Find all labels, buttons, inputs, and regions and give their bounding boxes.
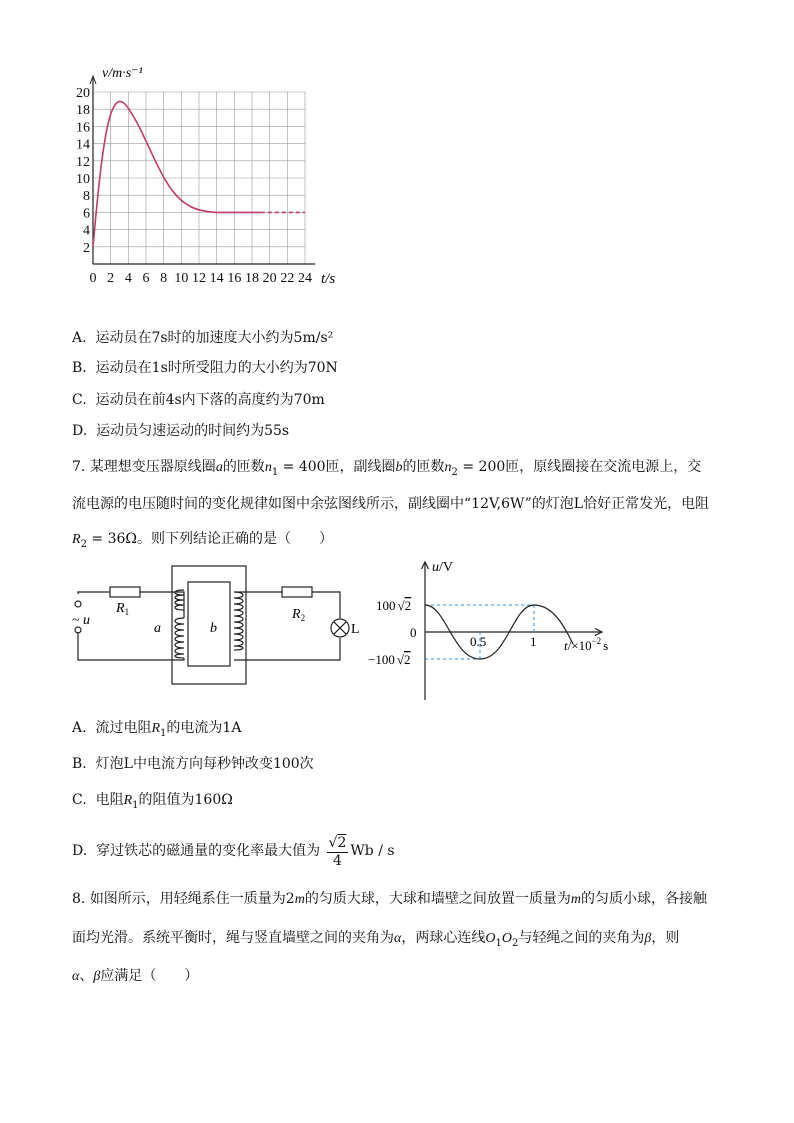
tick-label-1: 1 [530, 634, 537, 649]
fraction: $\frac{√2}{4}$ [328, 834, 347, 869]
secondary-wire [234, 592, 340, 660]
origin-label: 0 [410, 625, 417, 640]
source-label-u: u [83, 613, 90, 628]
x-tick-label: 14 [209, 271, 224, 286]
resistor-r1 [110, 587, 140, 597]
u-axis-label: u/V [432, 560, 453, 575]
peak-label: 100 √2 [376, 598, 412, 613]
x-tick-label: 6 [142, 271, 150, 286]
primary-coil [175, 590, 184, 658]
neg-peak-label: −100 √2 [368, 652, 411, 667]
x-tick-label: 12 [192, 271, 206, 286]
q6-option-c: C. 运动员在前4s内下落的高度约为70m [72, 392, 325, 408]
y-tick-label: 14 [76, 137, 90, 153]
y-tick-label: 12 [76, 154, 90, 170]
r1-label: $R_1$ [116, 601, 130, 617]
tick-label-0-5: 0.5 [470, 634, 487, 649]
q7-stem-line2: 流电源的电压随时间的变化规律如图中余弦图线所示，副线圈中“12V,6W”的灯泡L恰好正常发光，电阻 [72, 496, 710, 512]
graph-x-axis-label: t/s [321, 271, 336, 287]
graph-axes [90, 76, 315, 264]
y-tick-label: 8 [83, 189, 90, 205]
q7-stem-line3: $R_2 = 36\Omega$。则下列结论正确的是（ ） [72, 531, 333, 550]
resistor-r2 [282, 587, 312, 597]
q7-option-d: D. 穿过铁芯的磁通量的变化率最大值为 $\frac{√2}{4}$ Wb / s [72, 834, 395, 869]
y-tick-label: 16 [76, 120, 90, 136]
lamp-label: L [351, 622, 360, 637]
source-symbol: ~ [72, 613, 80, 628]
x-tick-label: 20 [262, 271, 277, 286]
q6-option-d: D. 运动员匀速运动的时间约为55s [72, 423, 290, 439]
x-tick-label: 0 [89, 271, 97, 286]
x-tick-label: 18 [245, 271, 259, 286]
q8-stem-line2: 面均光滑。系统平衡时，绳与竖直墙壁之间的夹角为α，两球心连线$O_1O_2$与轻绳之间的夹角为β，则 [72, 930, 680, 949]
y-tick-label: 2 [83, 240, 90, 256]
y-tick-label: 4 [83, 223, 90, 239]
y-tick-label: 18 [76, 103, 90, 119]
y-tick-label: 20 [76, 86, 90, 101]
x-tick-label: 24 [298, 271, 312, 286]
coil-b-label: b [210, 621, 217, 636]
q7-stem-line1: 7. 某理想变压器原线圈a的匝数$n_1 = 400$匝，副线圈b的匝数$n_2 = 200$匝，原线圈接在交流电源上，交 [72, 459, 702, 478]
q6-option-a: A. 运动员在7s时的加速度大小约为5m/s² [72, 330, 334, 346]
terminal-top [75, 601, 81, 607]
q6-option-b: B. 运动员在1s时所受阻力的大小约为70N [72, 360, 338, 376]
x-tick-label: 10 [174, 271, 189, 286]
transformer-circuit [62, 560, 372, 690]
graph-y-axis-label: v/m·s⁻¹ [102, 66, 143, 81]
primary-wire [78, 592, 184, 660]
q7-option-c: C. 电阻$R_1$的阻值为160Ω [72, 792, 233, 811]
x-tick-label: 16 [227, 271, 242, 286]
r2-label: $R_2$ [292, 607, 306, 623]
graph-grid [93, 92, 305, 264]
x-tick-label: 2 [107, 271, 115, 286]
secondary-coil [234, 592, 243, 650]
u-graph-axes [425, 562, 602, 700]
voltage-time-graph [362, 556, 642, 706]
q7-option-a: A. 流过电阻$R_1$的电流为1A [72, 720, 242, 739]
y-tick-label: 10 [76, 172, 90, 187]
x-tick-label: 22 [280, 271, 295, 286]
q8-stem-line1: 8. 如图所示，用轻绳系住一质量为2m的匀质大球，大球和墙壁之间放置一质量为m的匀质小球，各接触 [72, 891, 707, 907]
q7-option-b: B. 灯泡L中电流方向每秒钟改变100次 [72, 756, 314, 772]
velocity-curve-solid [93, 101, 261, 246]
x-tick-label: 8 [160, 271, 168, 286]
q8-stem-line3: α、β应满足（ ） [72, 968, 199, 984]
coil-a-label: a [154, 621, 161, 636]
x-tick-label: 4 [124, 271, 132, 286]
y-tick-label: 6 [83, 206, 90, 222]
graph-tick-labels [76, 86, 312, 286]
iron-core-inner [188, 582, 230, 666]
velocity-time-graph [60, 58, 360, 298]
t-axis-label: $t/\times 10^{-2}$ s [564, 636, 609, 653]
